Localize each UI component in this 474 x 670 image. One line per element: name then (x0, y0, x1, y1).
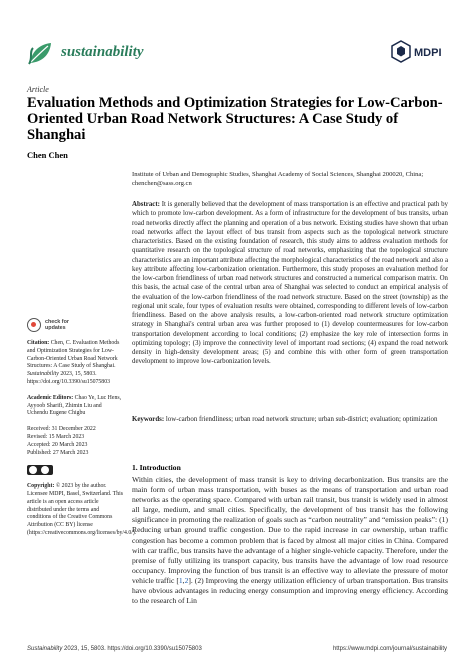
published-date: Published: 27 March 2023 (27, 449, 89, 456)
abstract-text: It is generally believed that the development of mass transportation is an effective and practical path by which to promote low-carbon development. As a form of infrastructure for the development of bus transits, urban road networks directly affect the planning and operation of a bus network. Existing studies have shown that urban road networks affect the layout effect of bus transit from aspects such as the topological network structure characteristics. Based on the existing foundation of research, this study aims to address evaluation methods for quantitative research on the topological structure of road networks, emphasizing that the topological structure characteristics are an important attribute affecting the morphological characteristics of the road network and also a key attribute affecting low-carbonization orientation. Furthermore, this study proposes an evaluation method for the low-carbon friendliness of urban road network structures and constructed a numerical comparison matrix. On this basis, the actual case of the central urban area of Shanghai was selected to conduct an empirical analysis of the evaluation of the low-carbon friendliness of the road network structure. Based on the street (township) as the regional unit scale, four types of evaluation results were obtained, corresponding to different levels of low-carbon friendliness. Based on the above analysis results, a low-carbon-oriented road network structure optimization strategy in Shanghai's central urban area was further proposed to (1) develop countermeasures for low-carbon transportation development according to local conditions; (2) emphasize the key role of intersection forms in optimizing topology; (3) improve the connectivity level of important road sections; (4) expand the road network density in high-density development areas; (5) and combine this with other form of green transportation development to improve low-carbonization levels. (132, 201, 448, 366)
mdpi-logo-text: MDPI (414, 47, 442, 59)
abstract-label: Abstract: (132, 201, 160, 208)
author-name: Chen Chen (27, 150, 68, 160)
keywords (132, 415, 448, 424)
revised-date: Revised: 15 March 2023 (27, 433, 85, 440)
footer-journal: Sustainability (27, 646, 63, 652)
check-updates-icon (27, 318, 41, 332)
section-heading: 1. Introduction (132, 463, 181, 472)
keywords-text: low-carbon friendliness; urban road network structure; urban sub-district; evaluation; optimization (165, 416, 438, 423)
abstract (132, 200, 448, 367)
check-updates-line1: check for (45, 319, 69, 325)
mdpi-logo-icon[interactable] (391, 40, 445, 66)
copyright-block (27, 483, 137, 538)
article-title: Evaluation Methods and Optimization Strategies for Low-Carbon-Oriented Urban Road Network Structures: A Case Study of Shanghai (27, 95, 443, 143)
citation-block (27, 340, 123, 387)
citation-journal: Sustainability (27, 371, 59, 378)
check-updates-line2: updates (45, 325, 66, 331)
author-email[interactable]: chenchen@sass.org.cn (132, 180, 192, 187)
keywords-label: Keywords: (132, 416, 165, 423)
citation-doi[interactable]: 2023, 15, 5803. https://doi.org/10.3390/su15075803 (27, 371, 110, 385)
article-type: Article (27, 85, 49, 94)
dates-block (27, 426, 123, 457)
reference-link-1[interactable]: 1 (178, 575, 183, 585)
copyright-text: © 2023 by the author. Licensee MDPI, Basel, Switzerland. This article is an open access article distributed under the terms and conditions of the Creative Commons Attribution (CC BY) license (https://creativecommons.org/licenses/by/4.0/). (27, 483, 137, 536)
leaf-logo-icon (27, 40, 53, 66)
article-sidebar (27, 318, 137, 546)
affiliation (132, 170, 447, 188)
copyright-label: Copyright: (27, 483, 55, 490)
introduction-text: Within cities, the development of mass transit is key to driving decarbonization. Bus transits are the main form of urban mass transportation, with buses as the means of transportation and urban road networks as the operating space. Compared with urban rail transit, bus transit is widely used in almost all large, medium, and small cities. Specifically, the development of bus transit has the following significance in promoting the realization of goals such as “carbon neutrality” and “emission peaks”: (1) Reducing urban ground traffic congestion. Due to the rapid increase in car ownership, urban traffic congestion has become a common problem that is faced by almost all major cities in China. Compared with car traffic, bus transits have the advantage of a higher single-vehicle capacity. Therefore, under the premise of fully utilizing its transport capacity, bus transits have the advantage of low road resource occupancy. Improving the function of bus transit is an effective way to alleviate the pressure of motor vehicle traffic [1,2]. (2) Improving the energy utilization efficiency of urban transportation. Bus transits have obvious advantages in reducing energy consumption and improving energy efficiency. According to the research of Lin (132, 475, 448, 606)
journal-header (27, 40, 447, 80)
citation-label: Citation: (27, 340, 50, 346)
cc-license-icon[interactable] (27, 465, 53, 475)
affiliation-line: Institute of Urban and Demographic Studies, Shanghai Academy of Social Sciences, Shanghai 200020, China; (132, 171, 424, 178)
accepted-date: Accepted: 20 March 2023 (27, 441, 88, 448)
check-for-updates-badge[interactable] (27, 318, 123, 332)
editors-block (27, 395, 123, 418)
editors-label: Academic Editors: (27, 394, 74, 401)
reference-link-2[interactable]: 2 (184, 575, 189, 585)
editors-text: Chao Ye, Luc Hens, Ayyoob Sharifi, Zhimin Liu and Uchendu Eugene Chigbu (27, 394, 122, 417)
citation-text: Chen, C. Evaluation Methods and Optimization Strategies for Low-Carbon-Oriented Urban Road Network Structures: A Case Study of Shanghai. (27, 340, 120, 370)
intro-text-part1: Within cities, the development of mass transit is key to driving decarbonization. Bus transits are the main form of urban mass transportation, with buses as the means of transportation and urban road networks as the operating space. Compared with urban rail transit, bus transit is widely used in almost all large, medium, and small cities. Specifically, the development of bus transit has the following significance in promoting the realization of goals such as “carbon neutrality” and “emission peaks”: (1) Reducing urban ground traffic congestion. Due to the rapid increase in car ownership, urban traffic congestion has become a common problem that is faced by almost all major cities in China. Compared with car traffic, bus transits have the advantage of a higher single-vehicle capacity. Therefore, under the premise of fully utilizing its transport capacity, bus transits have the advantage of low road resource occupancy. Improving the function of bus transit is an effective way to alleviate the pressure of motor vehicle traffic [ (132, 475, 448, 585)
journal-name[interactable]: sustainability (61, 44, 144, 60)
footer-citation[interactable]: 2023, 15, 5803. https://doi.org/10.3390/su15075803 (64, 646, 202, 652)
footer-journal-url[interactable]: https://www.mdpi.com/journal/sustainability (332, 646, 447, 652)
received-date: Received: 31 December 2022 (27, 426, 96, 433)
intro-text-part2: ]. (2) Improving the energy utilization efficiency of urban transportation. Bus transits have obvious advantages in reducing energy consumption and improving energy efficiency. According to the research of Lin (132, 575, 448, 606)
